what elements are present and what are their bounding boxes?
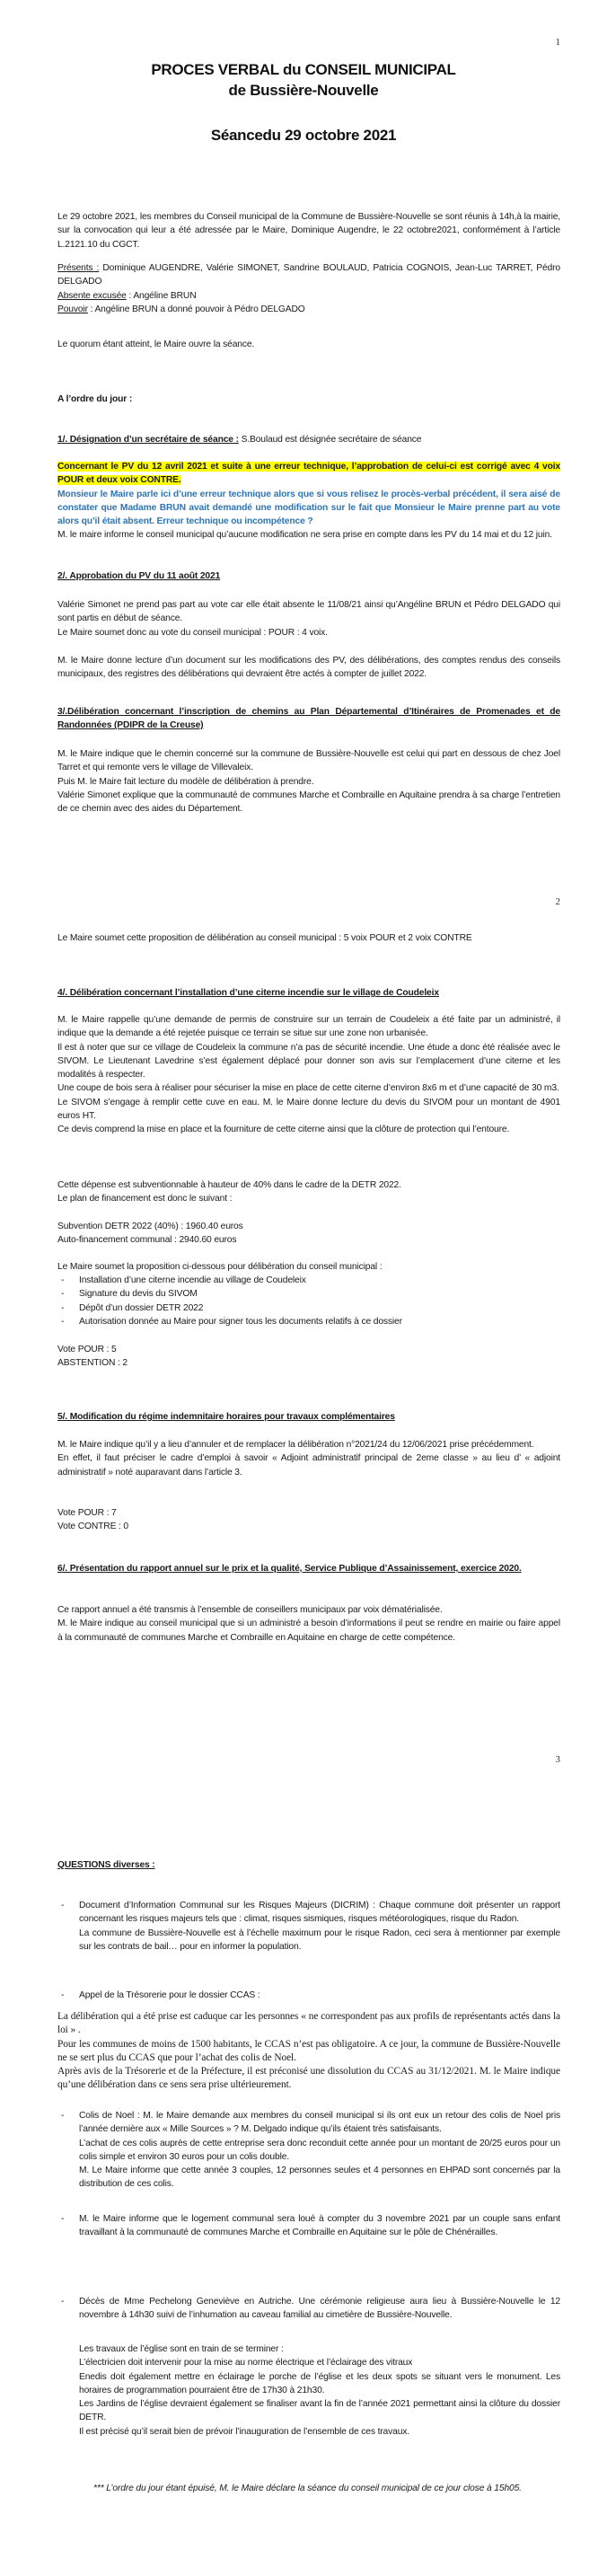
item4-body [57,1013,560,1137]
eglise-p4: Les Jardins de l’église devraient également se finaliser avant la fin de l’année 2021 permettant ainsi la clôture du dossier DETR. [79,2399,560,2423]
eglise-p2: L’électricien doit intervenir pour la mise au norme électrique et l’éclairage des vitraux [79,2358,413,2369]
item3-heading: 3/.Délibération concernant l’inscription de chemins au Plan Départemental d’Itinéraires de Promenades et de Randonnées (PDIPR de la Creuse) [57,707,560,731]
vote-contre: Vote CONTRE : 0 [57,1522,129,1532]
questions-heading: QUESTIONS diverses : [57,1860,155,1870]
title-line-1: PROCES VERBAL du CONSEIL MUNICIPAL [151,61,456,78]
eglise-p5: Il est précisé qu’il serait bien de prévoir l’inauguration de l’ensemble de ces travaux. [79,2426,409,2437]
item1-body [57,460,560,543]
item3-p3: Valérie Simonet explique que la communauté de communes Marche et Combraille en Aquitaine prendra à sa charge l’entretien de ce chemin avec des aides du Département. [57,790,560,815]
bullet-dash: - [61,2214,65,2224]
quorum-text: Le quorum étant atteint, le Maire ouvre la séance. [57,340,255,349]
dicrim-p2: La commune de Bussière-Nouvelle est à l’échelle maximum pour le risque Radon, ceci sera à mentionner par exemple sur les contrats de bail… pour en informer la population. [79,1928,560,1952]
bullet-dash: - [61,1316,65,1327]
page-number: 2 [555,896,560,907]
colis-p1: Colis de Noel : M. le Maire demande aux membres du conseil municipal si ils ont eux un retour des colis de Noel pris l’année dernière aux « Mille Sources » ? M. Delgado indique qu’ils étaient très satisfaisants. [79,2111,560,2135]
item5-p1: M. le Maire indique qu’il y a lieu d’annuler et de remplacer la délibération n°2021/24 du 12/06/2021 prise précédemment. [57,1440,534,1450]
item4-p6: Cette dépense est subventionnable à hauteur de 40% dans le cadre de la DETR 2022. [57,1180,401,1190]
vote-pour: Vote POUR : 7 [57,1508,117,1518]
item3-p2: Puis M. le Maire fait lecture du modèle de délibération à prendre. [57,776,314,787]
list-item: - Dépôt d’un dossier DETR 2022 [79,1301,560,1315]
bullet-dash: - [61,1289,65,1300]
item1-heading [57,433,560,446]
eglise-p1: Les travaux de l’église sont en train de se terminer : [79,2344,284,2354]
financing-subvention: Subvention DETR 2022 (40%) : 1960.40 euros [57,1222,243,1231]
item4-p7: Le plan de financement est donc le suivant : [57,1194,233,1204]
item3-vote: Le Maire soumet cette proposition de délibération au conseil municipal : 5 voix POUR et 2 voix CONTRE [57,933,472,943]
ccas-title: Appel de la Trésorerie pour le dossier CCAS : [79,1990,260,2000]
bullet-dash: - [61,1302,65,1313]
list-item: - Installation d’une citerne incendie au village de Coudeleix [79,1274,560,1287]
bullet-dash: - [61,1901,65,1910]
item3-p1: M. le Maire indique que le chemin concerné sur la commune de Bussière-Nouvelle est celui qui part en dessous de chez Joel Tarret et qui remonte vers le village de Villevaleix. [57,749,560,773]
item1-heading-rest: S.Boulaud est désignée secrétaire de séance [238,435,422,445]
deces-text: Décès de Mme Pechelong Geneviève en Autriche. Une cérémonie religieuse aura lieu à Bussière-Nouvelle le 12 novembre à 14h30 suivi de l’inhumation au caveau familial au cimetière de Bussière-Nouvelle. [79,2297,560,2321]
item2-body [57,598,560,640]
ccas-body [57,2010,560,2093]
bullet-dash: - [61,1990,65,2000]
page-number: 3 [555,1754,560,1765]
item5-p2: En effet, il faut préciser le cadre d’emploi à savoir « Adjoint administratif principal de 2eme classe » au lieu d’ « adjoint administratif » noté auparavant dans l’article 3. [57,1453,560,1478]
pouvoir-label: Pouvoir [57,304,88,314]
absent-label: Absente excusée [57,290,127,301]
blue-comment: Monsieur le Maire parle ici d’une erreur technique alors que si vous relisez le procès-verbal précédent, il sera aisé de constater que Madame BRUN avait demandé une modification sur le fait que Monsieur le Maire prenne part au vote alors qu’il était absent. Erreur technique ou incompétence ? [57,489,560,527]
bullet-dash: - [61,1275,65,1285]
bullet-dash: - [61,2297,65,2307]
ccas-p1: La délibération qui a été prise est caduque car les personnes « ne correspondent pas aux profils de représentants actés dans la loi » . [57,2011,560,2036]
item2-p1: Valérie Simonet ne prend pas part au vote car elle était absente le 11/08/21 ainsi qu’Angéline BRUN et Pédro DELGADO qui sont partis en début de séance. [57,600,560,624]
colis-p2: L’achat de ces colis auprès de cette entreprise sera donc reconduit cette année pour un montant de 20/25 euros pour un colis simple et environ 30 euros pour un colis double. [79,2138,560,2162]
pouvoir-value: : Angéline BRUN a donné pouvoir à Pédro DELGADO [87,304,305,314]
item4-p2: Il est à noter que sur ce village de Coudeleix la commune n’a pas de sécurité incendie. Une étude a donc été réalisée avec le SIVOM. Le Lieutenant Lavedrine s’est également déplacé pour donner son avis sur l’emplacement d’une citerne et les modalités à respecter. [57,1042,560,1081]
document-title [0,59,607,101]
highlighted-correction: Concernant le PV du 12 avril 2021 et suite à une erreur technique, l’approbation de celui-ci est corrigé avec 4 voix POUR et deux voix CONTRE. [57,462,560,486]
pouvoir-line [57,303,560,316]
deces-item [61,2295,560,2323]
absent-value: : Angéline BRUN [126,290,197,301]
list-item: - Autorisation donnée au Maire pour signer tous les documents relatifs à ce dossier [79,1315,560,1328]
agenda-label: A l’ordre du jour : [57,394,133,404]
attendance [57,261,560,316]
list-item: - Signature du devis du SIVOM [79,1287,560,1301]
item4-p3: Une coupe de bois sera à réaliser pour sécuriser la mise en place de cette citerne d’environ 8x6 m et d’une capacité de 30 m3. [57,1083,559,1094]
item6-body [57,1603,560,1645]
financing-autofinancement: Auto-financement communal : 2940.60 euros [57,1235,237,1246]
colis-p3: M. Le Maire informe que cette année 3 couples, 12 personnes seules et 4 personnes en EHPAD sont concernés par la distribution de ces colis. [79,2166,560,2190]
closing-statement: *** L’ordre du jour étant épuisé, M. le Maire déclare la séance du conseil municipal de ce jour close à 15h05. [93,2483,522,2493]
item4-p1: M. le Maire rappelle qu’une demande de permis de construire sur un terrain de Coudeleix a été faite par un administré, il indique que la demande a été rejetée puisque ce terrain se situe sur une zone non urbanisée. [57,1015,560,1039]
item4-p5: Ce devis comprend la mise en place et la fourniture de cette citerne ainsi que la clôture de protection qui l’entoure. [57,1125,510,1135]
colis-item [61,2109,560,2192]
item6-heading: 6/. Présentation du rapport annuel sur le prix et la qualité, Service Publique d’Assainissement, exercice 2020. [57,1564,522,1574]
item2-p2: Le Maire soumet donc au vote du conseil municipal : POUR : 4 voix. [57,627,328,638]
eglise-p3: Enedis doit également mettre en éclairage le porche de l’église et les deux spots se situant vers le monument. Les horaires de programmation pourraient être de 17h30 à 21h30. [79,2371,560,2395]
item1-heading-title: 1/. Désignation d’un secrétaire de séance : [57,435,239,445]
item2-heading: 2/. Approbation du PV du 11 août 2021 [57,571,221,581]
logement-item [61,2212,560,2240]
item2-p3: M. le Maire donne lecture d’un document sur les modifications des PV, des délibérations, des comptes rendus des conseils municipaux, des registres des délibérations qui devraient être actés à compter de juillet 2022. [57,656,560,680]
item4-p4: Le SIVOM s’engage à remplir cette cuve en eau. M. le Maire donne lecture du devis du SIVOM pour un montant de 4901 euros HT. [57,1097,560,1122]
presents-label: Présents : [57,263,100,273]
absent-line [57,289,560,303]
item6-p1: Ce rapport annuel a été transmis à l’ensemble de conseillers municipaux par voix dématérialisée. [57,1605,443,1615]
item4-funding [57,1178,560,1206]
presents-line [57,261,560,289]
item4-heading: 4/. Délibération concernant l’installation d’une citerne incendie sur le village de Coudeleix [57,988,439,998]
bullet-dash: - [61,2111,65,2121]
vote-pour: Vote POUR : 5 [57,1345,117,1354]
financing-plan [57,1220,560,1248]
dicrim-p1: Document d’Information Communal sur les Risques Majeurs (DICRIM) : Chaque commune doit présenter un rapport concernant les risques majeurs tels que : climat, risques sismiques, risques météorologiques, risque du Radon. [79,1901,560,1925]
item1-note: M. le maire informe le conseil municipal qu’aucune modification ne sera prise en compte dans les PV du 14 mai et du 12 juin. [57,530,552,541]
eglise-item [79,2342,560,2439]
item4-vote [57,1343,560,1371]
dicrim-item [61,1899,560,1954]
item5-body [57,1438,560,1479]
item6-p2: M. le Maire indique au conseil municipal que si un administré a besoin d’informations il peut se rendre en mairie ou faire appel à la communauté de communes Marche et Combraille en Aquitaine en charge de cette compétence. [57,1619,560,1643]
ccas-p2: Pour les communes de moins de 1500 habitants, le CCAS n’est pas obligatoire. A ce jour, la commune de Bussière-Nouvelle ne se sert plus du CCAS que pour l’achat des colis de Noel. [57,2038,560,2063]
page-number: 1 [555,37,560,48]
proposal-intro: Le Maire soumet la proposition ci-dessous pour délibération du conseil municipal : [57,1262,383,1272]
title-line-2: de Bussière-Nouvelle [228,82,379,99]
vote-abstention: ABSTENTION : 2 [57,1358,128,1369]
ccas-p3: Après avis de la Trésorerie et de la Préfecture, il est préconisé une dissolution du CCAS au 31/12/2021. M. le Maire indique qu’une délibération dans ce sens sera prise ultérieurement. [57,2066,560,2091]
proposal-list [61,1274,560,1328]
session-date: Séancedu 29 octobre 2021 [210,127,397,144]
item3-body [57,747,560,816]
intro-paragraph: Le 29 octobre 2021, les membres du Conseil municipal de la Commune de Bussière-Nouvelle se sont réunis à 14h,à la mairie, sur la convocation qui leur a été adressée par le Maire, Dominique Augendre, le 22 octobre2021, conformément à l’article L.2121.10 du CGCT. [57,212,560,250]
proposal [57,1260,560,1274]
item5-vote [57,1506,560,1534]
ccas-item [61,1989,560,2002]
presents-value: Dominique AUGENDRE, Valérie SIMONET, Sandrine BOULAUD, Patricia COGNOIS, Jean-Luc TARRET, Pédro DELGADO [57,263,560,287]
item5-heading: 5/. Modification du régime indemnitaire horaires pour travaux complémentaires [57,1412,395,1422]
logement-text: M. le Maire informe que le logement communal sera loué à compter du 3 novembre 2021 par un couple sans enfant travaillant à la communauté de communes Marche et Combraille en Aquitaine sur le pôle de Chénérailles. [79,2214,560,2238]
